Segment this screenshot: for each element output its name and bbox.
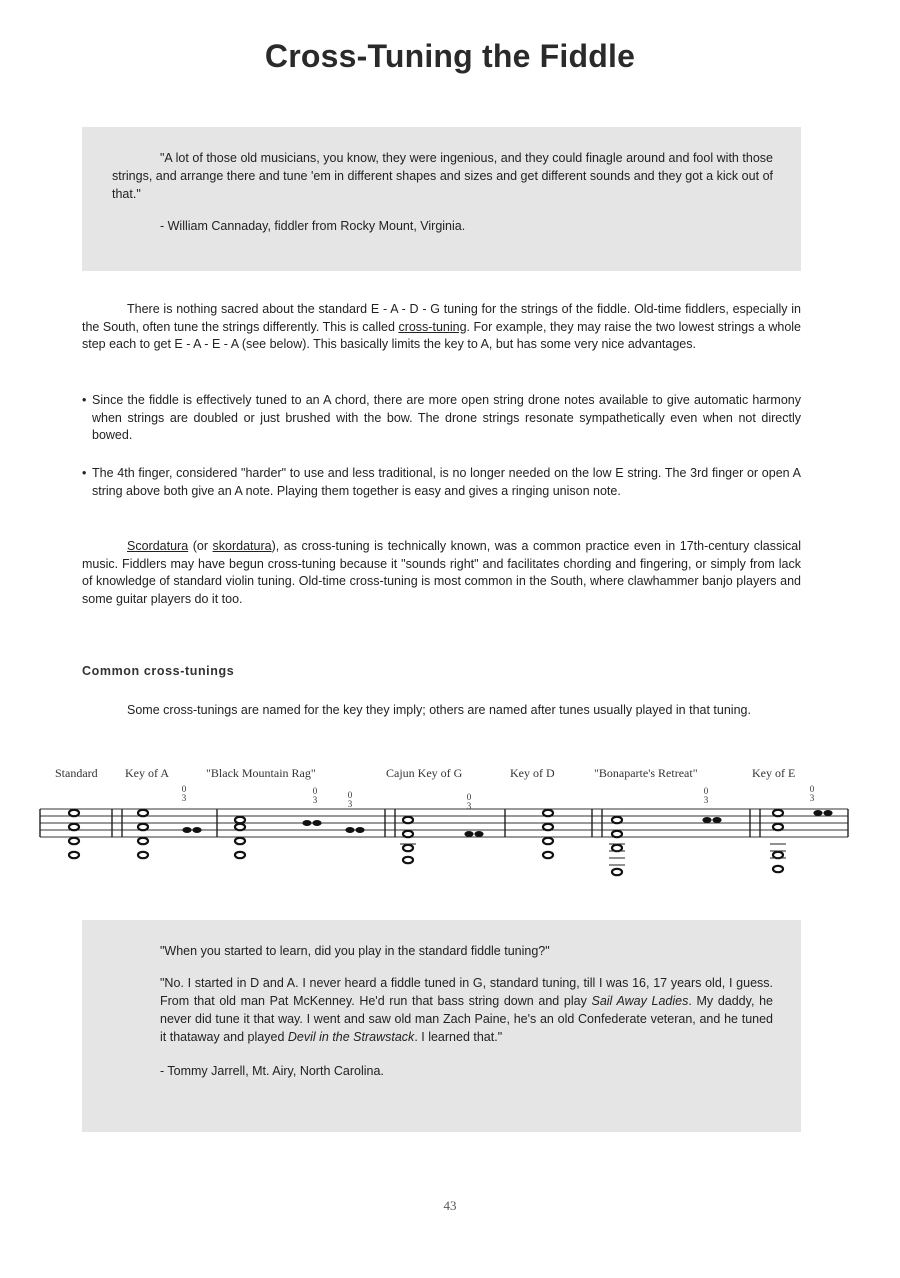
note-bonaparte-2 [612,831,622,837]
note-key-a-e-low [138,838,148,844]
tuning-label-standard: Standard [55,766,98,780]
cross-tuning-term: cross-tuning [398,319,467,334]
tuning-label-key-e: Key of E [752,766,796,780]
opening-quote-box [82,127,801,271]
note-key-d-1 [543,810,553,816]
note-cajun-2 [403,831,413,837]
tune-title-sail-away-ladies: Sail Away Ladies [591,994,689,1008]
fingering-black-mountain-1: 0 3 [312,786,318,805]
note-bonaparte-1 [612,817,622,823]
tuning-label-key-a: Key of A [125,766,169,780]
fingered-bonaparte-1 [702,817,711,823]
note-key-a-a [138,824,148,830]
staff-lines [40,809,848,837]
tuning-label-black-mountain-rag: "Black Mountain Rag" [206,766,316,780]
note-bonaparte-3 [612,845,622,851]
closing-quote-answer-part-1: "No. I started in D and A. I never heard a fiddle tuned in G, standard tuning, till I was 16, 17 years old, I guess. From that old man Pat McKenney. He'd run that bass string down and play [160,976,773,1008]
fingered-key-e-2 [823,810,832,816]
fingered-key-a-2 [192,827,201,833]
bullet-fourth-finger [82,465,801,500]
intro-text-before: There is nothing sacred about the standard E - A - D - G tuning for the strings of the fiddle. Old-time fiddlers, especially in the South, often tune the strings differently. This is called [82,302,801,334]
page-number: 43 [443,1198,457,1213]
bullet-drone-notes [82,392,801,445]
cross-tunings-intro [82,702,801,720]
closing-quote-answer-part-2: . My daddy, he never did tune it that way. I went and saw old man Zach Paine, he's an old Confederate veteran, and he tuned it thataway and played [160,994,773,1044]
tuning-label-key-d: Key of D [510,766,555,780]
scordatura-rest-text: ), as cross-tuning is technically known, was a common practice even in 17th-century classical music. Fiddlers may have begun cross-tuning because it "sounds right" and facilitates chording and fingering, or simply from lack of knowledge of standard violin tuning. Old-time cross-tuning is most common in the South, where clawhammer banjo players and some guitar players do it too. [82,539,801,606]
note-standard-d [69,838,79,844]
skordatura-term: skordatura [212,539,272,553]
note-key-e-3 [773,852,783,858]
note-cajun-3 [403,845,413,851]
bullet-drone-text: Since the fiddle is effectively tuned to an A chord, there are more open string drone notes available to give automatic harmony when strings are doubled or just brushed with the bow. The drone strings resonate sympathetically even when not directly bowed. [92,393,801,442]
note-key-d-2 [543,824,553,830]
fingered-key-e-1 [813,810,822,816]
tune-title-devil-in-the-strawstack: Devil in the Strawstack [287,1030,415,1044]
note-black-mountain-4 [235,852,245,858]
page-title: Cross-Tuning the Fiddle [264,38,636,74]
fingered-black-mountain-2 [312,820,321,826]
note-key-d-4 [543,852,553,858]
note-key-d-3 [543,838,553,844]
note-key-e-1 [773,810,783,816]
fingered-black-mountain-4 [355,827,364,833]
closing-quote-answer [160,974,773,1046]
scordatura-mid-text: (or [188,539,213,553]
note-standard-e [69,810,79,816]
closing-quote-answer-part-3: . I learned that." [414,1030,503,1044]
fingered-bonaparte-2 [712,817,721,823]
intro-text-after: . For example, they may raise the two lowest strings a whole step each to get E - A - E - A (see below). This basically limits the key to A, but has some very nice advantages. [82,319,802,351]
tuning-label-bonapartes-retreat: "Bonaparte's Retreat" [594,766,698,780]
fingering-numbers [182,784,815,811]
fingering-black-mountain-2: 0 3 [347,790,353,809]
fingered-key-a-1 [182,827,191,833]
fingering-bonaparte: 0 3 [703,786,709,805]
bullet-mark: • [82,466,87,480]
fingering-key-a: 0 3 [181,784,187,803]
tuning-label-cajun-key-g: Cajun Key of G [386,766,463,780]
fingered-black-mountain-1 [302,820,311,826]
note-standard-g [69,852,79,858]
open-string-notes [69,810,783,875]
scordatura-paragraph [82,538,801,608]
note-standard-a [69,824,79,830]
note-cajun-4 [403,857,413,863]
fingering-key-e: 0 3 [809,784,815,803]
fingering-cajun: 0 3 [466,792,472,811]
closing-quote-box [82,920,801,1132]
tuning-staff-notation [0,780,900,880]
fingered-black-mountain-3 [345,827,354,833]
note-key-e-4 [773,866,783,872]
bullet-mark: • [82,393,87,407]
scordatura-term: Scordatura [127,539,189,553]
closing-quote-question: "When you started to learn, did you play in the standard fiddle tuning?" [160,944,550,958]
bullet-fourth-finger-text: The 4th finger, considered "harder" to use and less traditional, is no longer needed on the low E string. The 3rd finger or open A string above both give an A note. Playing them together is easy and gives a ringing unison note. [92,466,801,498]
note-key-a-e [138,810,148,816]
intro-paragraph [82,301,801,354]
note-bonaparte-4 [612,869,622,875]
note-black-mountain-3 [235,838,245,844]
fingered-cajun-1 [464,831,473,837]
ledger-lines [400,844,786,865]
opening-quote-text: "A lot of those old musicians, you know, they were ingenious, and they could finagle around and fool with those strings, and arrange there and tune 'em in different shapes and sizes and get different sounds and they got a kick out of that." [112,151,773,201]
note-cajun-1 [403,817,413,823]
cross-tunings-intro-text: Some cross-tunings are named for the key they imply; others are named after tunes usually played in that tuning. [127,703,751,717]
fingered-cajun-2 [474,831,483,837]
closing-quote-attribution: - Tommy Jarrell, Mt. Airy, North Carolina. [160,1064,384,1078]
note-black-mountain-1 [235,817,245,823]
section-subheading: Common cross-tunings [82,664,235,678]
note-black-mountain-2 [235,824,245,830]
note-key-a-a-low [138,852,148,858]
note-key-e-2 [773,824,783,830]
opening-quote-attribution: - William Cannaday, fiddler from Rocky Mount, Virginia. [160,219,466,233]
